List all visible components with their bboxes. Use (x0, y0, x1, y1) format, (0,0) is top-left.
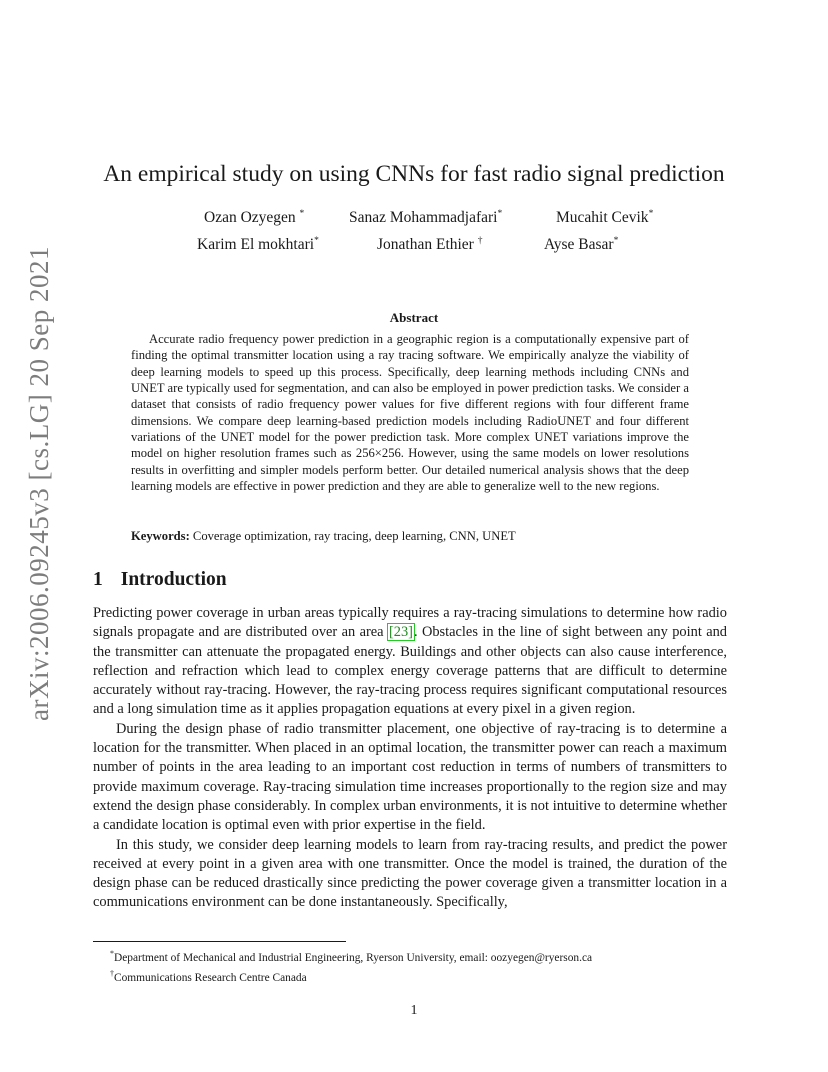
footnote-2 (110, 966, 730, 986)
affiliation-mark: * (613, 236, 619, 246)
keywords (131, 529, 689, 544)
author-2 (349, 209, 502, 227)
author-4 (197, 236, 319, 254)
footnotes (110, 946, 730, 987)
author-name: Ayse Basar (544, 236, 614, 254)
affiliation-mark: * (648, 209, 654, 219)
keywords-text: Coverage optimization, ray tracing, deep learning, CNN, UNET (192, 529, 516, 543)
author-name: Jonathan Ethier (377, 236, 474, 254)
author-1 (204, 209, 304, 227)
introduction-body (93, 604, 727, 913)
affiliation-mark: * (299, 209, 305, 219)
section-title: Introduction (120, 569, 227, 590)
footnote-text: Department of Mechanical and Industrial Engineering, Ryerson University, email: oozyegen@ryerson.ca (114, 951, 593, 964)
author-name: Mucahit Cevik (556, 209, 649, 227)
author-3 (556, 209, 653, 227)
footnote-mark: * (110, 949, 114, 958)
paragraph-3: In this study, we consider deep learning models to learn from ray-tracing results, and predict the power received at every point in a given area with one transmitter. Once the model is trained, the duration of the design phase can be reduced drastically since predicting the power coverage given a transmitter location in a communications environment can be done instantaneously. Specifically, (93, 836, 727, 911)
footnote-text: Communications Research Centre Canada (114, 972, 307, 985)
affiliation-mark: * (497, 209, 503, 219)
paragraph-1: Predicting power coverage in urban areas typically requires a ray-tracing simulations to determine how radio signals propagate and are distributed over an area [23]. Obstacles in the line of sight between any point and the transmitter can attenuate the propagated energy. Buildings and other objects can also cause interference, reflection and refraction which lead to complex energy coverage patterns that are difficult to determine accurately without ray-tracing. However, the ray-tracing process requires significant computational resources and a long simulation time as it applies propagation equations at every pixel in a given region. (93, 605, 727, 718)
footnote-mark: † (110, 969, 114, 979)
affiliation-mark: † (477, 236, 483, 246)
affiliation-mark: * (314, 236, 319, 246)
section-heading (93, 569, 227, 591)
abstract-body (131, 331, 689, 494)
page-number: 1 (410, 1003, 418, 1018)
arxiv-id-text: arXiv:2006.09245v3 [cs.LG] 20 Sep 2021 (23, 245, 54, 721)
footnote-divider (93, 941, 346, 942)
footnote-1 (110, 946, 730, 966)
section-number: 1 (93, 569, 103, 590)
author-name: Ozan Ozyegen (204, 209, 296, 227)
keywords-label: Keywords: (131, 529, 190, 543)
author-name: Karim El mokhtari (197, 236, 315, 254)
paper-title: An empirical study on using CNNs for fast radio signal prediction (103, 161, 725, 187)
citation-link[interactable]: [23] (388, 624, 413, 641)
arxiv-stamp (17, 245, 61, 721)
abstract-heading: Abstract (389, 310, 439, 325)
author-name: Sanaz Mohammadjafari (349, 209, 498, 227)
author-5 (377, 236, 482, 254)
author-6 (544, 236, 618, 254)
paragraph-2: During the design phase of radio transmitter placement, one objective of ray-tracing is to determine a location for the transmitter. When placed in an optimal location, the transmitter power can reach a maximum number of points in the area leading to an important cost reduction in terms of numbers of transmitters to provide maximum coverage. Ray-tracing simulation time increases proportionally to the region size and may extend the design phase considerably. In complex urban environments, it is not intuitive to determine whether a candidate location is optimal even with prior expertise in the field. (93, 720, 727, 834)
abstract-text: Accurate radio frequency power prediction in a geographic region is a computationally expensive part of finding the optimal transmitter location using a ray tracing software. We empirically analyze the viability of deep learning models to speed up this process. Specifically, deep learning methods including CNNs and UNET are typically used for segmentation, and can also be employed in power prediction tasks. We consider a dataset that consists of radio frequency power values for five different regions with four different frame dimensions. We compare deep learning-based prediction models including RadioUNET and four different variations of the UNET model for the power prediction task. More complex UNET variations improve the model on higher resolution frames such as 256×256. However, using the same models on lower resolutions results in overfitting and simpler models perform better. Our detailed numerical analysis shows that the deep learning models are effective in power prediction and they are able to generalize well to the new regions. (131, 332, 689, 494)
